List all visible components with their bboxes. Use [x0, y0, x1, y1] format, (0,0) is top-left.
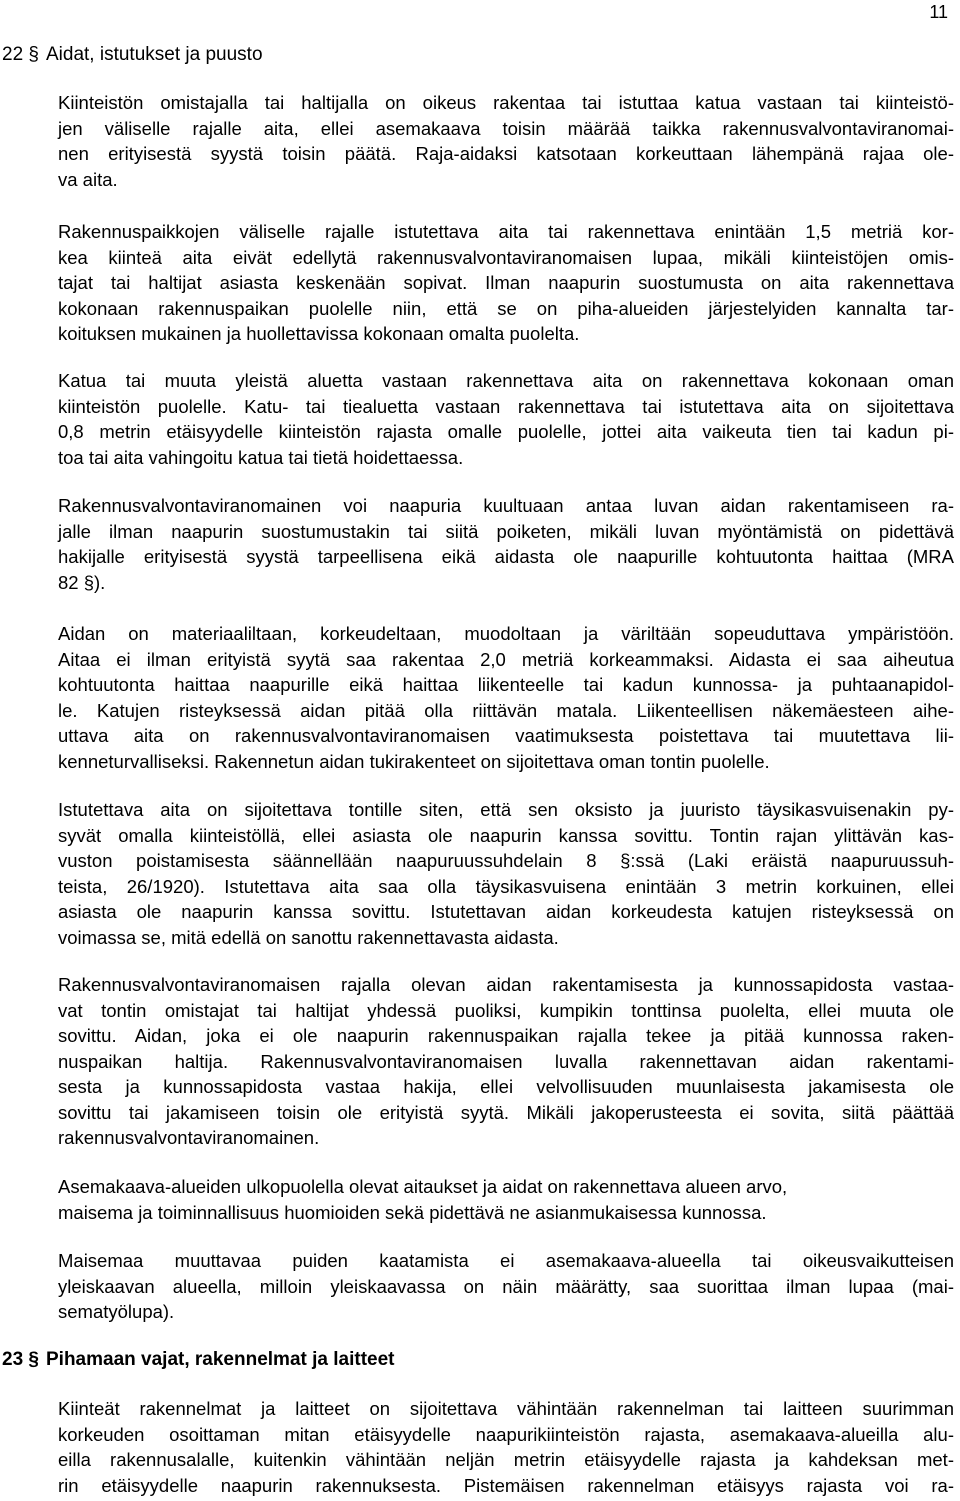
text-line: Aitaa ei ilman erityistä syytä saa rakentaa 2,0 metriä korkeammaksi. Aidasta ei saa aiheutua: [58, 648, 954, 670]
section-number: 23 §: [2, 1349, 39, 1370]
text-line: syvät omalla kiinteistöllä, ellei asiasta ole naapurin kanssa sovittu. Tontin rajan ylittävän kas-: [58, 824, 954, 846]
text-line: 0,8 metrin etäisyydelle kiinteistön rajasta omalle puolelle, jottei aita vaikeuta tien tai kadun pi-: [58, 421, 954, 442]
text-line: nuspaikan haltija. Rakennusvalvontaviranomaisen luvalla rakennettavan aidan rakentami-: [58, 1050, 954, 1072]
section-title: Aidat, istutukset ja puusto: [46, 44, 263, 65]
page-number: 11: [929, 2, 948, 22]
text-line: maisema ja toiminnallisuus huomioiden sekä pidettävä ne asianmukaisessa kunnossa.: [58, 1201, 767, 1223]
text-line: yleiskaavan alueella, milloin yleiskaavassa on näin määrätty, saa suorittaa ilman lupaa (mai-: [58, 1275, 954, 1297]
text-line: va aita.: [58, 168, 118, 190]
text-line: korkeuden osoittaman mitan etäisyydelle naapurikiinteistön rajasta, asemakaava-alueilla alu-: [58, 1423, 954, 1445]
text-line: voimassa se, mitä edellä on sanottu rakennettavasta aidasta.: [58, 926, 559, 948]
paragraph: [58, 1174, 954, 1225]
text-line: Asemakaava-alueiden ulkopuolella olevat aitaukset ja aidat on rakennettava alueen arvo,: [58, 1176, 788, 1197]
text-line: vat tontin omistajat tai haltijat yhdessä puoliksi, kumpikin tonttinsa puolelta, ellei muuta ole: [58, 999, 954, 1021]
section-heading-23: [0, 1349, 395, 1371]
text-line: Kiinteistön omistajalla tai haltijalla on oikeus rakentaa tai istuttaa katua vastaan tai kiinteistö-: [58, 92, 954, 113]
paragraph: [58, 1396, 954, 1498]
text-line: asiasta ole naapurin kanssa sovittu. Istutettavan aidan korkeudesta katujen risteyksessä on: [58, 901, 954, 922]
text-line: sesta ja kunnossapidosta vastaa hakija, ellei velvollisuuden muunlaisesta jakamisesta ole: [58, 1076, 954, 1097]
text-line: Rakennusvalvontaviranomaisen rajalla olevan aidan rakentamisesta ja kunnossapidosta vastaa-: [58, 974, 954, 995]
text-line: nen erityisestä syystä toisin päätä. Raja-aidaksi katsotaan korkeuttaan lähempänä rajaa ole-: [58, 143, 954, 164]
text-line: kohtuutonta haittaa naapurille eikä haittaa liikenteelle tai kadun kunnossa- ja puhtaanapidol-: [58, 674, 954, 695]
text-line: jen väliselle rajalle aita, ellei asemakaava toisin määrää taikka rakennusvalvontaviranomai-: [58, 117, 954, 139]
text-line: Rakennusvalvontaviranomainen voi naapuria kuultuaan antaa luvan aidan rakentamiseen ra-: [58, 495, 954, 516]
section-title: Pihamaan vajat, rakennelmat ja laitteet: [46, 1349, 395, 1370]
section-number: 22 §: [2, 44, 39, 65]
paragraph: [58, 621, 954, 774]
paragraph: [58, 1248, 954, 1325]
paragraph: [58, 972, 954, 1151]
text-line: kenneturvalliseksi. Rakennetun aidan tukirakenteet on sijoitettava oman tontin puolelle.: [58, 750, 770, 772]
text-line: hakijalle erityisestä syystä tarpeellisena eikä aidasta ole naapurille kohtuutonta haittaa (MRA: [58, 546, 954, 567]
text-line: tajat tai haltijat asiasta keskenään sopivat. Ilman naapurin suostumusta on aita rakennettava: [58, 272, 954, 293]
text-line: sematyölupa).: [58, 1301, 175, 1322]
text-line: eilla rakennusalalle, kuitenkin vähintään neljän metrin etäisyydelle rajasta ja kahdeksan met-: [58, 1449, 954, 1470]
paragraph: [58, 368, 954, 470]
paragraph: [58, 90, 954, 192]
text-line: rin etäisyydelle naapurin rakennuksesta. Pistemäisen rakennelman etäisyys rajasta voi ra-: [58, 1474, 954, 1496]
text-line: kiinteistön puolelle. Katu- tai tiealuetta vastaan rakennettava tai istutettava aita on sijoitettava: [58, 395, 954, 417]
paragraph: [58, 797, 954, 950]
section-heading-22: [0, 44, 263, 66]
text-line: le. Katujen risteyksessä aidan pitää olla riittävän matala. Liikenteellisen näkemäesteen aihe-: [58, 699, 954, 721]
text-line: Kiinteät rakennelmat ja laitteet on sijoitettava vähintään rakennelman tai laitteen suurimman: [58, 1398, 954, 1419]
text-line: Katua tai muuta yleistä aluetta vastaan rakennettava aita on rakennettava kokonaan oman: [58, 370, 954, 391]
text-line: Istutettava aita on sijoitettava tontille siten, että sen oksisto ja juuristo täysikasvuisenakin py-: [58, 799, 954, 820]
text-line: koituksen mukainen ja huollettavissa kokonaan omalta puolelta.: [58, 323, 580, 344]
text-line: jalle ilman naapurin suostumustakin tai siitä poiketen, mikäli luvan myöntämistä on pidettävä: [58, 520, 954, 542]
text-line: kokonaan rakennuspaikan puolelle niin, että se on piha-alueiden järjestelyiden kannalta tar-: [58, 297, 954, 319]
text-line: 82 §).: [58, 571, 106, 593]
text-line: teista, 26/1920). Istutettava aita saa olla täysikasvuisena enintään 3 metrin korkuinen, ellei: [58, 875, 954, 897]
text-line: Aidan on materiaaliltaan, korkeudeltaan, muodoltaan ja väriltään sopeuduttava ympäristöön.: [58, 623, 954, 644]
text-line: uttava aita on rakennusvalvontaviranomaisen vaatimuksesta poistettava tai muutettava lii-: [58, 725, 954, 746]
text-line: kea kiinteä aita eivät edellytä rakennusvalvontaviranomaisen lupaa, mikäli kiinteistöjen omis-: [58, 246, 954, 268]
text-line: Maisemaa muuttavaa puiden kaatamista ei asemakaava-alueella tai oikeusvaikutteisen: [58, 1250, 954, 1271]
text-line: sovittu tai jakamiseen toisin ole erityistä syytä. Mikäli jakoperusteesta ei sovita, siitä päättää: [58, 1101, 954, 1123]
text-line: rakennusvalvontaviranomainen.: [58, 1127, 320, 1148]
text-line: vuston poistamisesta säännellään naapuruussuhdelain 8 §:ssä (Laki eräistä naapuruussuh-: [58, 850, 954, 871]
text-line: toa tai aita vahingoitu katua tai tietä hoidettaessa.: [58, 446, 464, 468]
paragraph: [58, 493, 954, 595]
paragraph: [58, 219, 954, 347]
text-line: sovittu. Aidan, joka ei ole naapurin rakennuspaikan rajalla tekee ja pitää kunnossa raken-: [58, 1025, 954, 1046]
text-line: Rakennuspaikkojen väliselle rajalle istutettava aita tai rakennettava enintään 1,5 metriä kor-: [58, 221, 954, 242]
